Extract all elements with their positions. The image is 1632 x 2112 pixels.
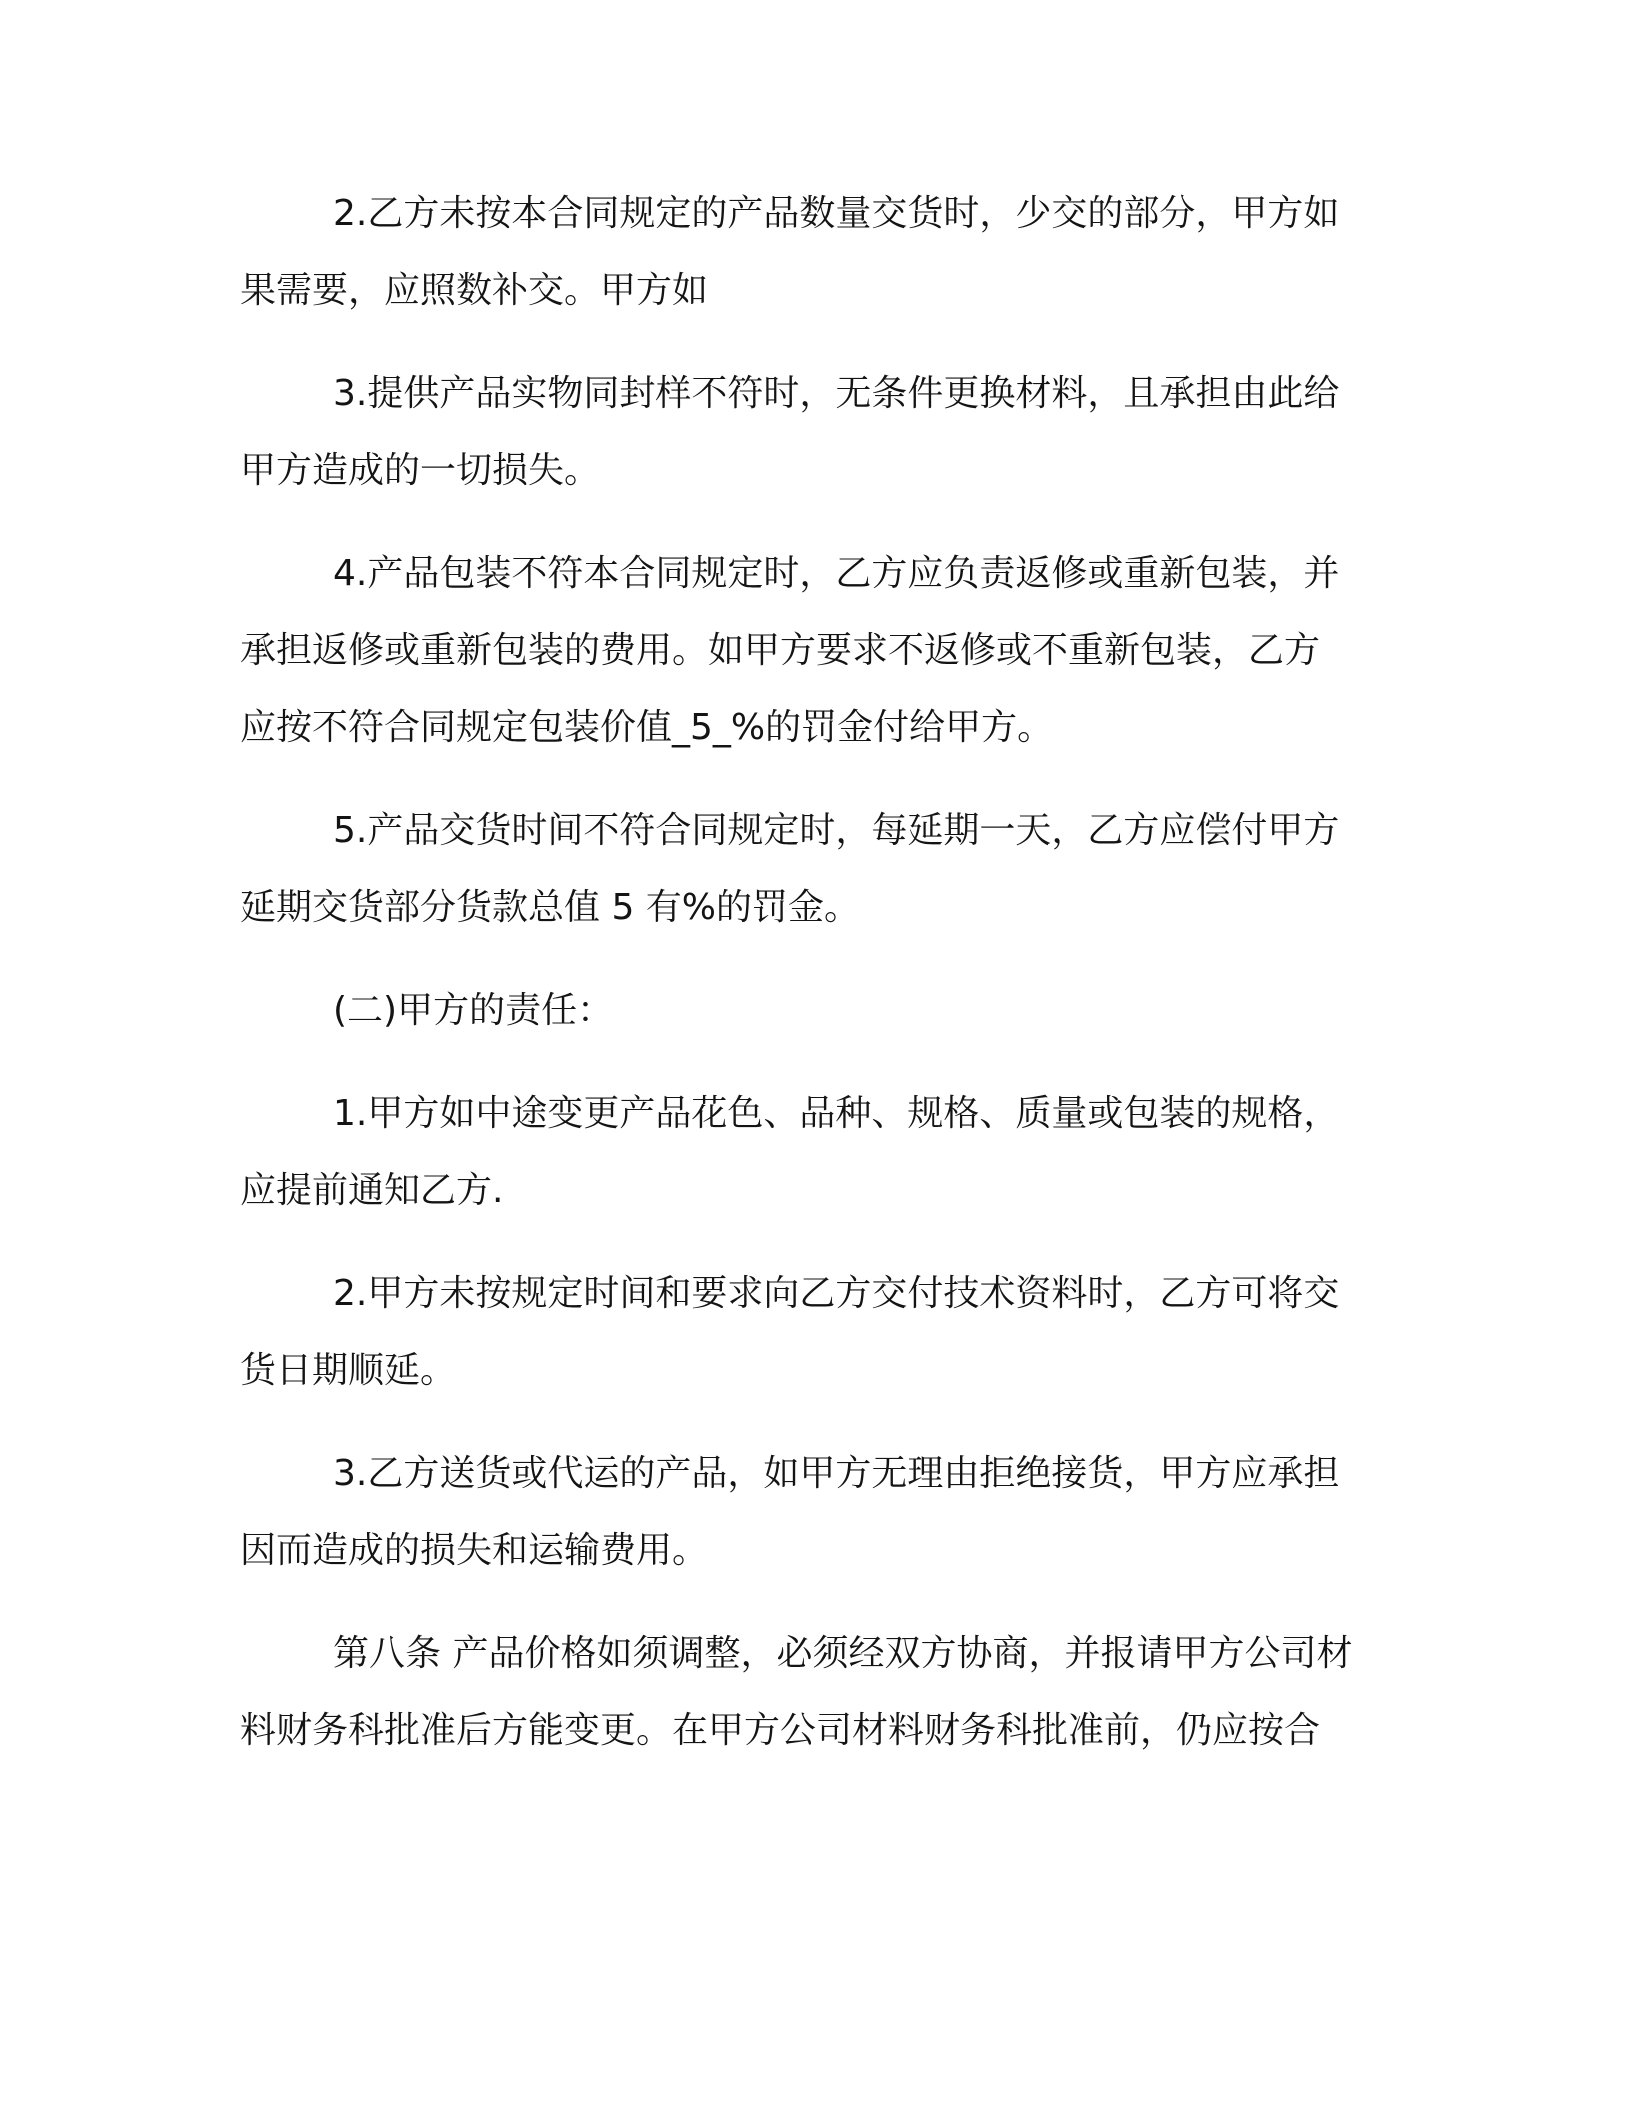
text-line: 1.甲方如中途变更产品花色、品种、规格、质量或包装的规格，: [333, 1093, 1340, 1134]
paragraph-late-delivery-penalty: [240, 792, 1390, 946]
text-line: 3.乙方送货或代运的产品，如甲方无理由拒绝接货，甲方应承担: [333, 1453, 1340, 1494]
text-line: 5.产品交货时间不符合同规定时，每延期一天，乙方应偿付甲方: [333, 810, 1340, 851]
text-line: 4.产品包装不符本合同规定时，乙方应负责返修或重新包装，并: [333, 553, 1340, 594]
text-line: 因而造成的损失和运输费用。: [240, 1530, 709, 1571]
text-line: 延期交货部分货款总值 5 有%的罚金。: [240, 887, 860, 928]
text-line: 料财务科批准后方能变更。在甲方公司材料财务科批准前，仍应按合: [240, 1710, 1321, 1751]
text-line: (二)甲方的责任：: [333, 990, 614, 1031]
document-body: [240, 175, 1390, 1795]
paragraph-article-eight-price-adjustment: [240, 1615, 1390, 1769]
section-heading-buyer-responsibility: [240, 972, 1390, 1049]
text-line: 2.甲方未按规定时间和要求向乙方交付技术资料时，乙方可将交: [333, 1273, 1340, 1314]
paragraph-buyer-refuse-goods: [240, 1435, 1390, 1589]
text-line: 第八条 产品价格如须调整，必须经双方协商，并报请甲方公司材: [333, 1633, 1353, 1674]
paragraph-buyer-spec-change: [240, 1075, 1390, 1229]
paragraph-packaging-nonconformity: [240, 535, 1390, 766]
text-line: 货日期顺延。: [240, 1350, 457, 1391]
paragraph-sample-mismatch: [240, 355, 1390, 509]
text-line: 应按不符合同规定包装价值_5_%的罚金付给甲方。: [240, 707, 1054, 748]
paragraph-seller-quantity-shortfall: [240, 175, 1390, 329]
paragraph-buyer-tech-docs-delay: [240, 1255, 1390, 1409]
text-line: 承担返修或重新包装的费用。如甲方要求不返修或不重新包装，乙方: [240, 630, 1321, 671]
text-line: 应提前通知乙方.: [240, 1170, 504, 1211]
text-line: 果需要，应照数补交。甲方如: [240, 270, 709, 311]
text-line: 甲方造成的一切损失。: [240, 450, 601, 491]
text-line: 3.提供产品实物同封样不符时，无条件更换材料，且承担由此给: [333, 373, 1340, 414]
text-line: 2.乙方未按本合同规定的产品数量交货时，少交的部分，甲方如: [333, 193, 1340, 234]
